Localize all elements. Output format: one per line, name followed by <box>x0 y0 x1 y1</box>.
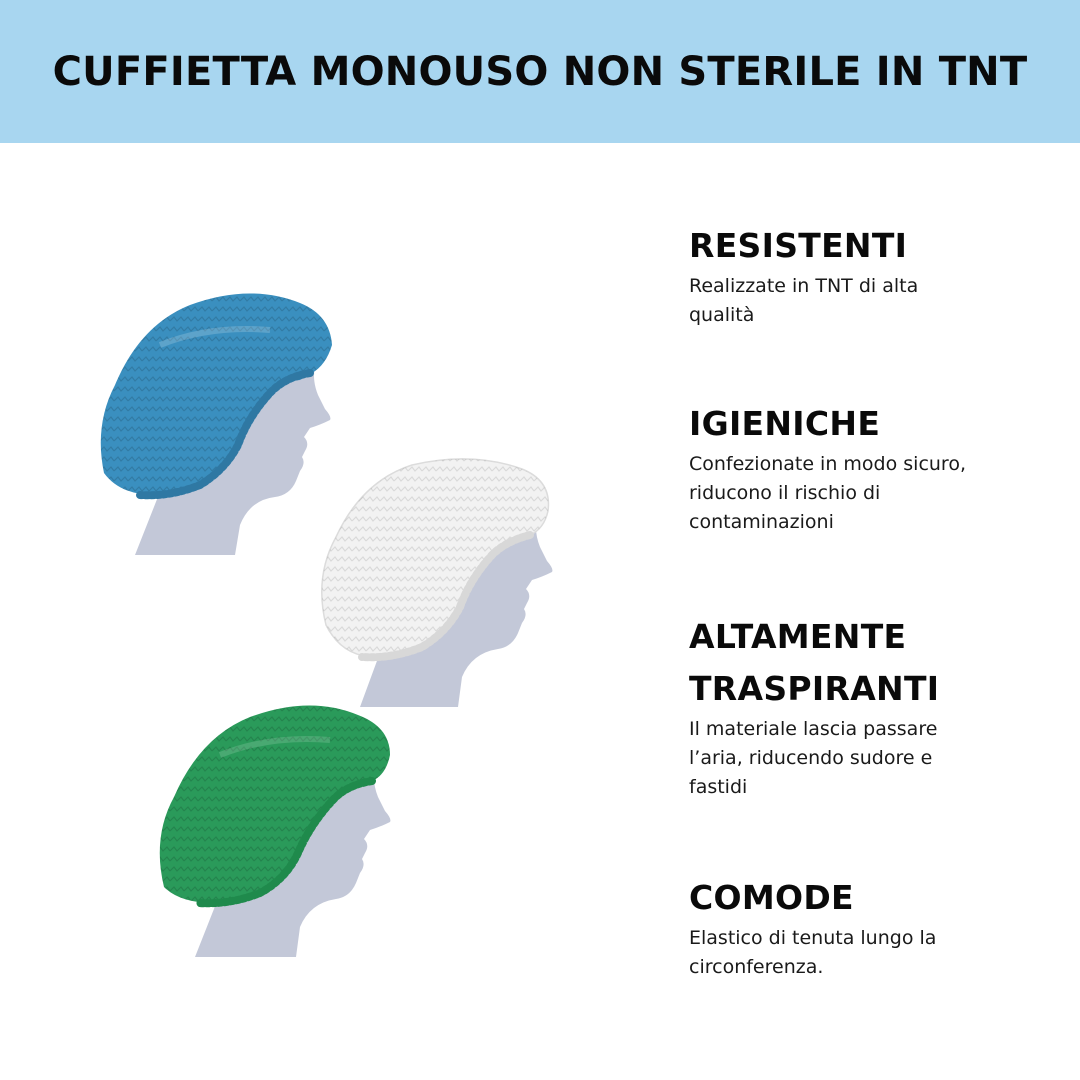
page-title: CUFFIETTA MONOUSO NON STERILE IN TNT <box>52 48 1028 95</box>
feature-description: Realizzate in TNT di alta qualità <box>689 275 919 326</box>
feature-description: Elastico di tenuta lungo la circonferenza. <box>689 927 937 978</box>
feature-resistenti <box>689 220 1029 330</box>
feature-title: COMODE <box>689 878 854 917</box>
product-illustration <box>100 285 570 975</box>
header-banner <box>0 0 1080 143</box>
feature-altamente-traspiranti <box>689 611 1029 802</box>
product-image <box>100 285 570 975</box>
feature-comode <box>689 872 1029 982</box>
feature-description: Il materiale lascia passare l’aria, riducendo sudore e fastidi <box>689 718 938 798</box>
feature-igieniche <box>689 398 1029 537</box>
feature-title: ALTAMENTE TRASPIRANTI <box>689 617 940 708</box>
feature-title: IGIENICHE <box>689 404 881 443</box>
feature-title: RESISTENTI <box>689 226 908 265</box>
feature-description: Confezionate in modo sicuro, riducono il rischio di contaminazioni <box>689 453 966 533</box>
